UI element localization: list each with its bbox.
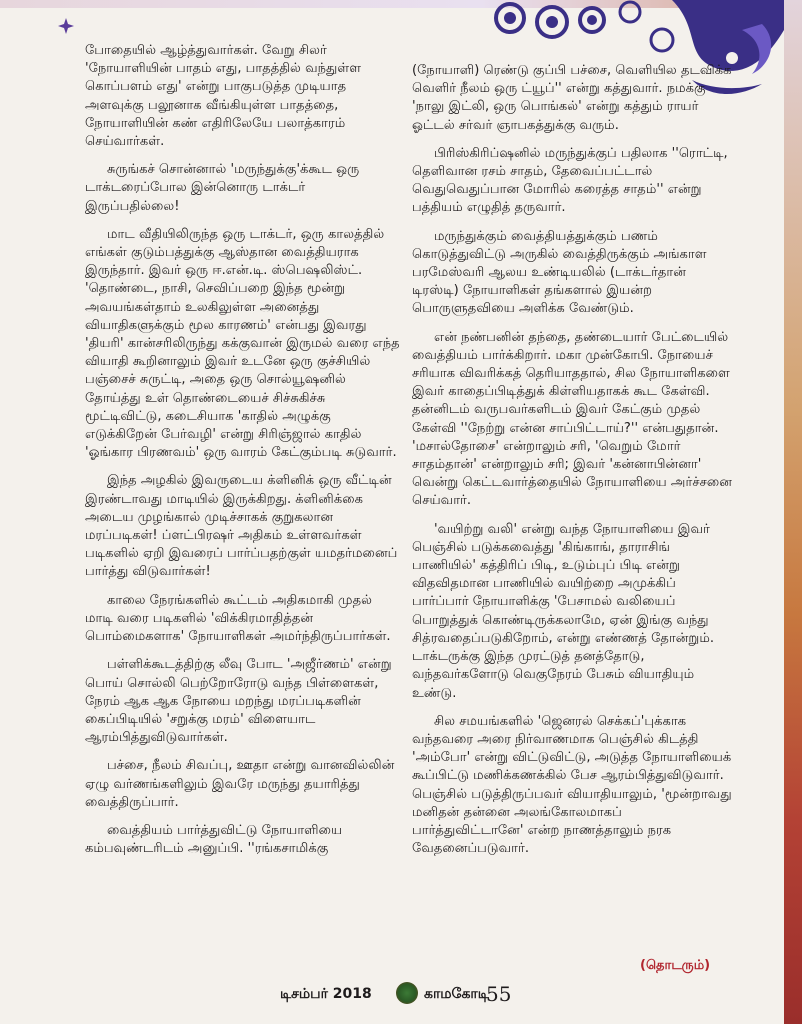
paragraph: பச்சை, நீலம் சிவப்பு, ஊதா என்று வானவில்லின் ஏழு வர்ணங்களிலும் இவரே மருந்து தயாரித்து வைத்திருப்பார். bbox=[85, 758, 395, 810]
issue-date: டிசம்பர் 2018 bbox=[280, 986, 372, 1002]
magazine-emblem-icon bbox=[396, 982, 418, 1004]
page-number: 55 bbox=[486, 982, 512, 1006]
paragraph: என் நண்பனின் தந்தை, தண்டையார் பேட்டையில் வைத்தியம் பார்க்கிறார். மகா முன்கோபி. நோயைச் சரியாக விவரிக்கத் தெரியாததால், சில நோயாளிகளை இவர் காதைப்பிடித்துக் கிள்ளியதாகக் கூட கேள்வி. தன்னிடம் வருபவர்களிடம் இவர் கேட்கும் முதல் கேள்வி ''நேற்று என்ன சாப்பிட்டாய்?'' என்பதுதான். 'மசால்தோசை' என்றாலும் சரி, 'வெறும் மோர் சாதம்தான்' என்றாலும் சரி; இவர் 'கன்னாபின்னா' வென்று கெட்டவார்த்தையில் நோயாளியை அர்ச்சனை செய்வார். bbox=[412, 329, 732, 509]
paragraph: சில சமயங்களில் 'ஜெனரல் செக்கப்'புக்காக வந்தவரை அரை நிர்வாணமாக பெஞ்சில் கிடத்தி 'அம்போ' என்று விட்டுவிட்டு, அடுத்த நோயாளியைக் கூப்பிட்டு மணிக்கணக்கில் பேச ஆரம்பித்துவிடுவார். பெஞ்சில் படுத்திருப்பவர் வியாதியாலும், 'மூன்றாவது மனிதன் தன்னை அலங்கோலமாகப் பார்த்துவிட்டானே' என்ற நாணத்தாலும் நரக வேதனைப்படுவார். bbox=[412, 713, 732, 857]
paragraph: 'வயிற்று வலி' என்று வந்த நோயாளியை இவர் பெஞ்சில் படுக்கவைத்து 'கிங்காங், தாராசிங் பாணியில்' கத்திரிப் பிடி, உடும்புப் பிடி என்று விதவிதமான பாணியில் வயிற்றை அமுக்கிப் பார்ப்பார் நோயாளிக்கு 'பேசாமல் வலியைப் பொறுத்துக் கொண்டிருக்கலாமே, ஏன் இங்கு வந்து சித்ரவதைப்படுகிறோம், என்று எண்ணத் தோன்றும். டாக்டருக்கு இந்த முரட்டுத் தனத்தோடு, வந்தவர்களோடு வெகுநேரம் பேசும் வியாதியும் உண்டு. bbox=[412, 521, 715, 701]
paragraph: மாட வீதியிலிருந்த ஒரு டாக்டர், ஒரு காலத்தில் எங்கள் குடும்பத்துக்கு ஆஸ்தான வைத்தியராக இருந்தார். இவர் ஒரு ஈ.என்.டி. ஸ்பெஷலிஸ்ட். 'தொண்டை, நாசி, செவிப்பறை இந்த மூன்று அவயங்கள்தாம் உலகிலுள்ள அனைத்து வியாதிகளுக்கும் மூல காரணம்' என்பது இவரது 'தியரி' கான்சரிலிருந்து கக்குவான் இருமல் வரை எந்த வியாதி கூறினாலும் இவர் உடனே ஒரு குச்சியில் பஞ்சைச் சுருட்டி, அதை ஒரு சொல்யூஷனில் தோய்த்து உள் தொண்டையைச் சிச்சுகிச்சு மூட்டிவிட்டு, கடைசியாக 'காதில் அழுக்கு எடுக்கிறேன் பேர்வழி' என்று சிரிஞ்ஜால் காதில் 'ஓங்கார பிரணவம்' ஒரு வாரம் கேட்கும்படி சுடுவார். bbox=[85, 226, 400, 461]
magazine-name: காமகோடி bbox=[424, 986, 489, 1002]
page-footer bbox=[0, 982, 802, 1008]
paragraph: வைத்தியம் பார்த்துவிட்டு நோயாளியை கம்பவுண்டரிடம் அனுப்பி. ''ரங்கசாமிக்கு bbox=[85, 822, 343, 857]
paragraph: பள்ளிக்கூடத்திற்கு லீவு போட 'அஜீர்ணம்' என்று பொய் சொல்லி பெற்றோரோடு வந்த பிள்ளைகள், நேரம் ஆக ஆக நோயை மறந்து மரப்படிகளின் கைப்பிடியில் 'சறுக்கு மரம்' விளையாட ஆரம்பித்துவிடுவார்கள். bbox=[85, 657, 392, 746]
paragraph: சுருங்கச் சொன்னால் 'மருந்துக்கு'க்கூட ஒரு டாக்டரைப்போல இன்னொரு டாக்டர் இருப்பதில்லை! bbox=[85, 162, 360, 214]
paragraph: பிரிஸ்கிரிப்ஷனில் மருந்துக்குப் பதிலாக ''ரொட்டி, தெளிவான ரசம் சாதம், தேவைப்பட்டால் வெதுவெதுப்பான மோரில் கரைத்த சாதம்'' என்று பத்தியம் எழுதித் தருவார். bbox=[412, 145, 728, 216]
right-column bbox=[412, 62, 736, 868]
corner-star-icon bbox=[58, 18, 74, 34]
continued-label: (தொடரும்) bbox=[640, 958, 711, 973]
paragraph: இந்த அழகில் இவருடைய க்ளினிக் ஒரு வீட்டின் இரண்டாவது மாடியில் இருக்கிறது. க்ளினிக்கை அடைய முழங்கால் முடிச்சாகக் குறுகலான மரப்படிகள்! ப்ளட்பிரஷர் அதிகம் உள்ளவர்கள் படிகளில் ஏறி இவரைப் பார்ப்பதற்குள் யமதர்மனைப் பார்த்து விடுவார்கள்! bbox=[85, 473, 398, 580]
paragraph: போதையில் ஆழ்த்துவார்கள். வேறு சிலர் 'நோயாளியின் பாதம் எது, பாதத்தில் வந்துள்ள கொப்பளம் எது' என்று பாகுபடுத்த முடியாத அளவுக்கு பலூனாக வீங்கியுள்ள பாதத்தை, நோயாளியின் கண் எதிரிலேயே பலாத்காரம் செய்வார்கள். bbox=[85, 43, 362, 150]
paragraph: காலை நேரங்களில் கூட்டம் அதிகமாகி முதல் மாடி வரை படிகளில் 'விக்கிரமாதித்தன் பொம்மைகளாக' நோயாளிகள் அமர்ந்திருப்பார்கள். bbox=[85, 592, 391, 645]
left-column bbox=[85, 42, 403, 868]
paragraph: மருந்துக்கும் வைத்தியத்துக்கும் பணம் கொடுத்துவிட்டு அருகில் வைத்திருக்கும் அங்காள பரமேஸ்வரி ஆலய உண்டியலில் (டாக்டர்தான் டிரஸ்டி) நோயாளிகள் தங்களால் இயன்ற பொருளுதவியை அளிக்க வேண்டும். bbox=[412, 228, 707, 317]
page-edge-strip bbox=[784, 0, 802, 1024]
paragraph: (நோயாளி) ரெண்டு குப்பி பச்சை, வெளியில தடவிக்க வெளிர் நீலம் ஒரு ட்யூப்'' என்று கத்துவார். நமக்கு 'நாலு இட்லி, ஒரு பொங்கல்' என்று கத்தும் ராயர் ஓட்டல் சர்வர் ஞாபகத்துக்கு வரும். bbox=[412, 63, 732, 133]
